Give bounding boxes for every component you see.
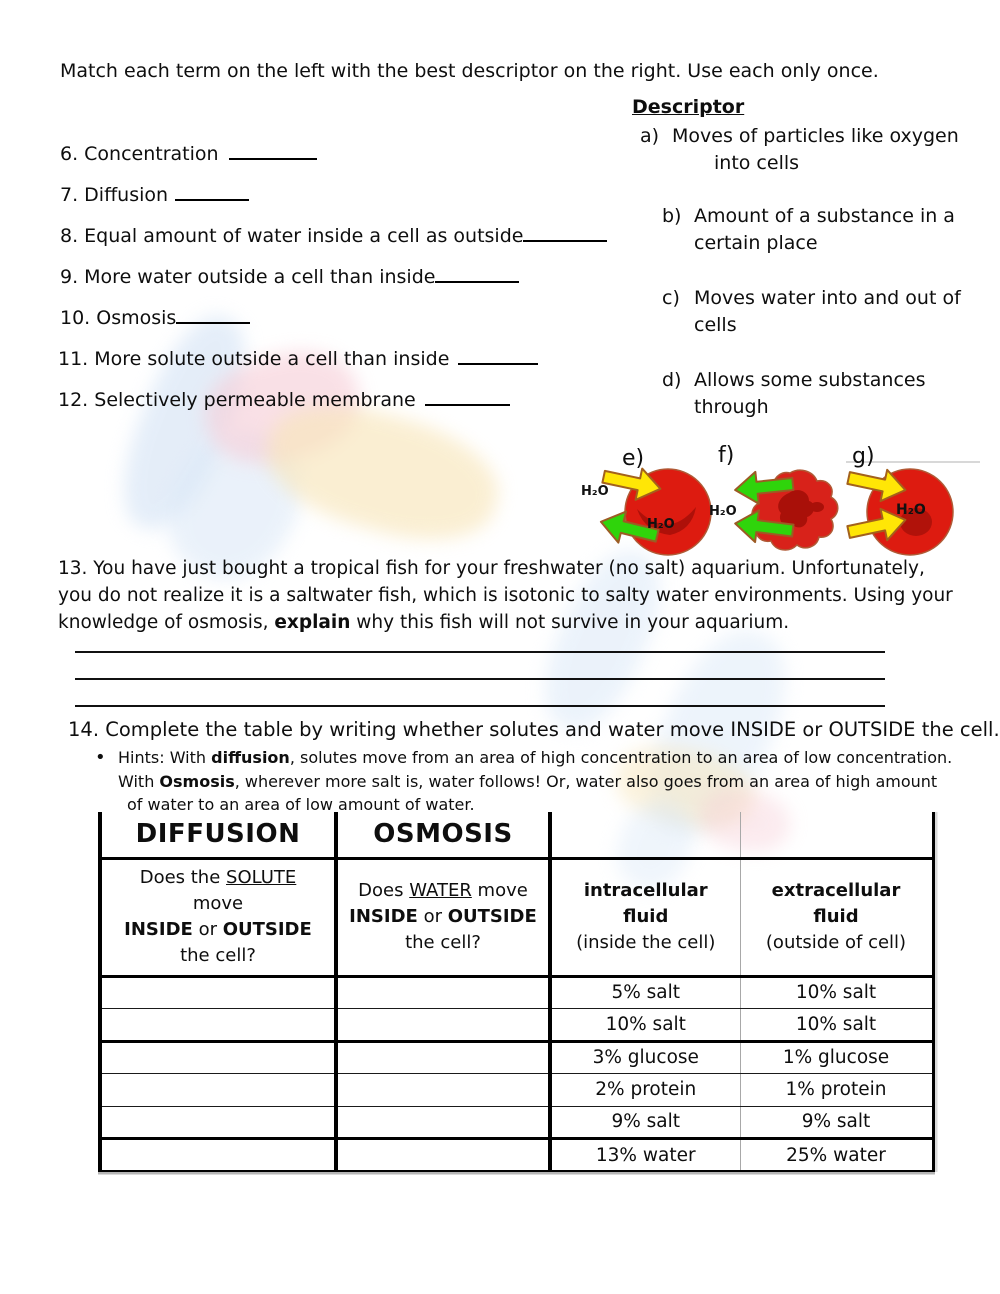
term-more-solute-outside: 11. More solute outside a cell than inside xyxy=(58,348,538,370)
osmosis-answer-cell[interactable] xyxy=(336,1106,550,1139)
diagram-label-g: g) xyxy=(852,444,875,469)
table-row xyxy=(100,1074,933,1107)
h2o-label: H₂O xyxy=(709,504,737,519)
term-equal-water: 8. Equal amount of water inside a cell as outside xyxy=(60,225,607,247)
answer-blank[interactable] xyxy=(175,186,249,201)
diffusion-column-title: DIFFUSION xyxy=(100,812,336,858)
descriptor-item-d xyxy=(662,367,982,421)
cell-diagram-e xyxy=(575,445,715,560)
q13-text-line2: you do not realize it is a saltwater fish, which is isotonic to salty water environments. Using your xyxy=(58,585,953,606)
empty-header-cell xyxy=(550,812,740,858)
extracellular-header: extracellular fluid (outside of cell) xyxy=(740,858,933,976)
term-diffusion: 7. Diffusion xyxy=(60,184,249,206)
term-osmosis: 10. Osmosis xyxy=(60,307,250,329)
descriptor-letter: b) xyxy=(662,205,682,227)
table-row xyxy=(100,1106,933,1139)
descriptor-item-c xyxy=(662,285,982,339)
q13-text-line3: knowledge of osmosis, explain why this fish will not survive in your aquarium. xyxy=(58,612,790,633)
osmosis-answer-cell[interactable] xyxy=(336,1074,550,1107)
diffusion-answer-cell[interactable] xyxy=(100,1041,336,1074)
term-selectively-permeable: 12. Selectively permeable membrane xyxy=(58,389,510,411)
answer-line[interactable] xyxy=(75,651,885,653)
diffusion-answer-cell[interactable] xyxy=(100,1139,336,1172)
table-row xyxy=(100,1009,933,1042)
intracellular-header: intracellular fluid (inside the cell) xyxy=(550,858,740,976)
extracellular-value: 9% salt xyxy=(740,1106,933,1139)
diffusion-answer-cell[interactable] xyxy=(100,1106,336,1139)
term-more-water-outside: 9. More water outside a cell than inside xyxy=(60,266,519,288)
diffusion-question: Does the SOLUTE move INSIDE or OUTSIDE the cell? xyxy=(100,858,336,976)
hint-bullet: • xyxy=(95,747,106,768)
answer-line[interactable] xyxy=(75,705,885,707)
osmosis-question: Does WATER move INSIDE or OUTSIDE the cell? xyxy=(336,858,550,976)
table-row xyxy=(100,1139,933,1172)
cell-diagram-g xyxy=(840,448,998,563)
descriptor-text: Allows some substances through xyxy=(694,369,926,418)
empty-header-cell xyxy=(740,812,933,858)
osmosis-answer-cell[interactable] xyxy=(336,1009,550,1042)
intracellular-value: 3% glucose xyxy=(550,1041,740,1074)
descriptor-letter: d) xyxy=(662,369,682,391)
descriptor-letter: c) xyxy=(662,287,680,309)
instructions-text: Match each term on the left with the best descriptor on the right. Use each only once. xyxy=(60,60,879,82)
diagram-label-f: f) xyxy=(718,443,735,468)
table-row xyxy=(100,976,933,1009)
q14-table xyxy=(98,812,935,1172)
descriptor-item-a xyxy=(640,123,970,177)
descriptor-text: Amount of a substance in a certain place xyxy=(694,205,955,254)
hint-line2: With Osmosis, wherever more salt is, water follows! Or, water also goes from an area of high amount xyxy=(118,772,938,791)
answer-blank[interactable] xyxy=(523,227,607,242)
diffusion-answer-cell[interactable] xyxy=(100,1009,336,1042)
extracellular-value: 10% salt xyxy=(740,1009,933,1042)
answer-line[interactable] xyxy=(75,678,885,680)
table-row xyxy=(100,1041,933,1074)
intracellular-value: 2% protein xyxy=(550,1074,740,1107)
h2o-label: H₂O xyxy=(647,517,675,532)
h2o-label: H₂O xyxy=(896,502,926,518)
q13-text-line1: 13. You have just bought a tropical fish for your freshwater (no salt) aquarium. Unfortunately, xyxy=(58,558,925,579)
q14-heading: 14. Complete the table by writing whether solutes and water move INSIDE or OUTSIDE the cell. xyxy=(68,718,1000,741)
osmosis-answer-cell[interactable] xyxy=(336,1139,550,1172)
extracellular-value: 1% protein xyxy=(740,1074,933,1107)
intracellular-value: 13% water xyxy=(550,1139,740,1172)
extracellular-value: 10% salt xyxy=(740,976,933,1009)
answer-blank[interactable] xyxy=(176,309,250,324)
extracellular-value: 1% glucose xyxy=(740,1041,933,1074)
term-concentration: 6. Concentration xyxy=(60,143,317,165)
answer-blank[interactable] xyxy=(229,145,317,160)
intracellular-value: 9% salt xyxy=(550,1106,740,1139)
cell-shading xyxy=(810,502,824,512)
hint-line1: Hints: With diffusion, solutes move from an area of high concentration to an area of low concentration. xyxy=(118,748,953,767)
descriptor-item-b xyxy=(662,203,982,257)
answer-blank[interactable] xyxy=(435,268,519,283)
h2o-label: H₂O xyxy=(581,484,609,499)
diffusion-answer-cell[interactable] xyxy=(100,976,336,1009)
descriptor-text: Moves of particles like oxygen into cells xyxy=(672,125,959,174)
answer-blank[interactable] xyxy=(458,350,538,365)
osmosis-answer-cell[interactable] xyxy=(336,1041,550,1074)
descriptor-heading: Descriptor xyxy=(632,96,745,118)
osmosis-column-title: OSMOSIS xyxy=(336,812,550,858)
osmosis-answer-cell[interactable] xyxy=(336,976,550,1009)
intracellular-value: 10% salt xyxy=(550,1009,740,1042)
descriptor-text: Moves water into and out of cells xyxy=(694,287,961,336)
hint-line3: of water to an area of low amount of water. xyxy=(127,795,475,814)
answer-blank[interactable] xyxy=(425,391,510,406)
descriptor-letter: a) xyxy=(640,125,660,147)
diffusion-answer-cell[interactable] xyxy=(100,1074,336,1107)
extracellular-value: 25% water xyxy=(786,1144,886,1166)
cell-diagram-f xyxy=(705,455,855,560)
diagram-label-e: e) xyxy=(622,446,645,471)
intracellular-value: 5% salt xyxy=(550,976,740,1009)
